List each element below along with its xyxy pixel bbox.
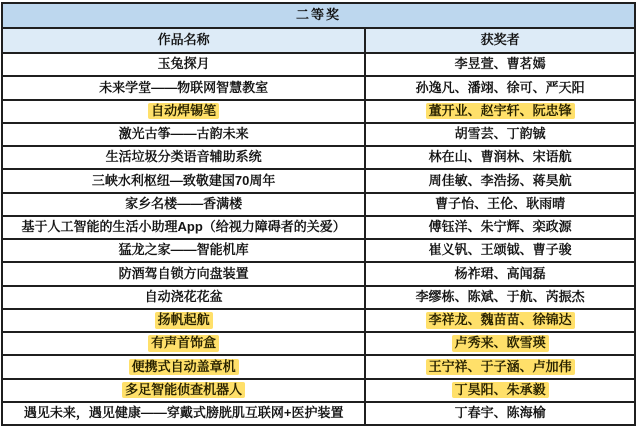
work-name-cell (2, 216, 365, 239)
table-row (2, 216, 635, 239)
work-name-cell (2, 379, 365, 402)
second-prize-table (1, 2, 636, 426)
winners-cell (365, 309, 635, 332)
winners-text: 李祥龙、魏苗苗、徐锦达 (426, 312, 575, 328)
table-row (2, 76, 635, 99)
work-name-text: 自动浇花花盆 (144, 288, 223, 304)
winners-cell (365, 53, 635, 76)
winners-cell (365, 169, 635, 192)
work-name-text: 玉兔探月 (157, 56, 210, 72)
work-name-cell (2, 193, 365, 216)
winners-cell (365, 146, 635, 169)
winners-cell (365, 262, 635, 285)
winners-text: 曹子怡、王伦、耿雨晴 (435, 195, 566, 211)
winners-cell (365, 100, 635, 123)
winners-text: 王宁祥、于子涵、卢加伟 (426, 359, 575, 375)
winners-text: 林在山、曹润林、宋语航 (428, 149, 572, 165)
work-name-text: 便携式自动盖章机 (129, 359, 239, 375)
winners-cell (365, 216, 635, 239)
work-name-text: 基于人工智能的生活小助理App（给视力障碍者的关爱） (21, 219, 346, 235)
table-row (2, 355, 635, 378)
work-name-cell (2, 53, 365, 76)
table-row (2, 262, 635, 285)
work-name-text: 猛龙之家——智能机库 (118, 242, 249, 258)
winners-cell (365, 193, 635, 216)
column-header-work-name: 作品名称 (2, 28, 365, 53)
winners-cell (365, 239, 635, 262)
work-name-text: 遇见未来，遇见健康——穿戴式膀胱肌互联网+医护装置 (23, 405, 344, 421)
winners-cell (365, 286, 635, 309)
column-header-row (2, 28, 635, 53)
work-name-text: 多足智能侦查机器人 (122, 382, 245, 398)
winners-text: 卢秀来、欧雪瑛 (452, 335, 549, 351)
work-name-cell (2, 332, 365, 355)
work-name-text: 扬帆起航 (155, 312, 213, 328)
winners-text: 董开业、赵宇轩、阮忠锋 (426, 103, 575, 119)
table-body (2, 53, 635, 425)
table-row (2, 146, 635, 169)
winners-text: 李昱萱、曹茗嫣 (454, 56, 546, 72)
table-row (2, 379, 635, 402)
work-name-text: 自动焊锡笔 (148, 103, 219, 119)
work-name-text: 防酒驾自锁方向盘装置 (118, 265, 249, 281)
table-row (2, 193, 635, 216)
winners-cell (365, 123, 635, 146)
work-name-cell (2, 100, 365, 123)
work-name-cell (2, 239, 365, 262)
work-name-text: 家乡名楼——香满楼 (125, 195, 243, 211)
table-row (2, 239, 635, 262)
winners-text: 周佳敏、李浩扬、蒋昊航 (428, 172, 572, 188)
table-row (2, 309, 635, 332)
winners-cell (365, 402, 635, 425)
winners-text: 傅钰洋、朱宁辉、栾政源 (428, 219, 572, 235)
winners-text: 李缪栋、陈斌、于航、芮振杰 (415, 288, 585, 304)
work-name-cell (2, 262, 365, 285)
work-name-cell (2, 402, 365, 425)
table-row (2, 100, 635, 123)
work-name-cell (2, 76, 365, 99)
winners-text: 孙逸凡、潘翊、徐可、严天阳 (415, 79, 585, 95)
work-name-cell (2, 355, 365, 378)
table-row (2, 123, 635, 146)
table-row (2, 332, 635, 355)
winners-text: 杨祚珺、高闻磊 (454, 265, 546, 281)
winners-cell (365, 76, 635, 99)
winners-text: 丁昊阳、朱承毅 (452, 382, 549, 398)
work-name-cell (2, 169, 365, 192)
award-table-container (1, 2, 636, 426)
table-title: 二等奖 (2, 3, 635, 28)
table-row (2, 286, 635, 309)
work-name-cell (2, 309, 365, 332)
winners-text: 胡雪芸、丁韵铖 (454, 126, 546, 142)
work-name-text: 三峡水利枢纽—致敬建国70周年 (91, 172, 276, 188)
winners-cell (365, 332, 635, 355)
table-row (2, 402, 635, 425)
winners-cell (365, 379, 635, 402)
table-row (2, 169, 635, 192)
title-row (2, 3, 635, 28)
work-name-cell (2, 286, 365, 309)
work-name-text: 生活垃圾分类语音辅助系统 (105, 149, 262, 165)
column-header-winners: 获奖者 (365, 28, 635, 53)
winners-text: 崔义钒、王颂钺、曹子骏 (428, 242, 572, 258)
work-name-text: 未来学堂——物联网智慧教室 (99, 79, 269, 95)
winners-text: 丁春宇、陈海榆 (454, 405, 546, 421)
work-name-cell (2, 146, 365, 169)
table-row (2, 53, 635, 76)
work-name-text: 激光古筝——古韵未来 (118, 126, 249, 142)
winners-cell (365, 355, 635, 378)
work-name-text: 有声首饰盒 (148, 335, 219, 351)
work-name-cell (2, 123, 365, 146)
